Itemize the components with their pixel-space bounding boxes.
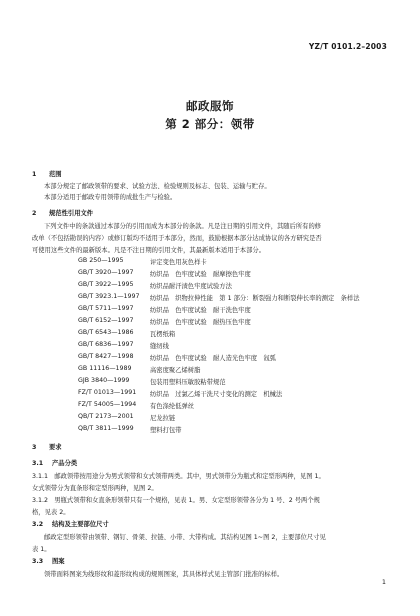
ref-code: GB 250—1995 <box>78 257 124 264</box>
ref-code: GB/T 6152—1997 <box>78 317 134 324</box>
ref-title: 缝纫线 <box>150 343 169 350</box>
ref-title: 纺织品 织物拉伸性能 第 1 部分：断裂强力和断裂伸长率的测定 条样法 <box>150 295 360 302</box>
ref-code: GB/T 3922—1995 <box>78 281 134 288</box>
ref-title: 有色涤纶低弹丝 <box>150 403 195 410</box>
ref-code: GB 11116—1989 <box>78 365 132 372</box>
clause-3-1-2-line: 3.1.2 男瓶式领带和女直条形领带只有一个规格，见表 1。男、女定型形领带各分为 1 号、2 号两个规 <box>32 497 320 504</box>
ref-title: 瓦楞纸箱 <box>150 331 176 338</box>
section-2-intro-line: 改单（不包括勘误的内容）或修订版均不适用于本部分，然而，鼓励根据本部分达成协议的各方研究是否 <box>32 235 322 242</box>
section-2-number: 2 <box>32 210 37 217</box>
ref-code: FZ/T 54005—1994 <box>78 401 137 408</box>
ref-title: 纺织品 色牢度试验 耐人造光色牢度 氙弧 <box>150 355 276 362</box>
ref-title: 高密度聚乙烯树脂 <box>150 367 201 374</box>
ref-title: 纺织品 色牢度试验 耐摩擦色牢度 <box>150 271 251 278</box>
document-title: 邮政服饰 <box>186 99 234 113</box>
ref-code: GB/T 3920—1997 <box>78 269 134 276</box>
section-2-intro-line: 可使用这些文件的最新版本。凡是不注日期的引用文件，其最新版本适用于本部分。 <box>32 247 265 254</box>
ref-code: QB/T 3811—1999 <box>78 425 134 432</box>
ref-code: GJB 3840—1999 <box>78 377 130 384</box>
standard-code: YZ/T 0101.2–2003 <box>308 42 387 51</box>
section-3-3-line: 领带面料图案为线形纹和菱形纹构成的规则图案，其具体样式见主管部门批准的标样。 <box>44 571 284 578</box>
ref-title: 塑料打包带 <box>150 427 182 434</box>
ref-title: 纺织品 色牢度试验 耐热压色牢度 <box>150 319 251 326</box>
clause-3-1-1-line: 3.1.1 邮政领带按用途分为男式领带和女式领带两类。其中，男式领带分为瓶式和定型形两种，见图 1。 <box>32 473 325 480</box>
section-3-3-number: 3.3 <box>32 558 44 565</box>
section-2-heading: 规范性引用文件 <box>49 210 94 217</box>
document-subtitle: 第 2 部分：领带 <box>165 117 255 131</box>
ref-code: FZ/T 01013—1991 <box>78 389 137 396</box>
section-3-1-heading: 产品分类 <box>52 460 78 467</box>
ref-title: 纺织品耐汗渍色牢度试验方法 <box>150 283 232 290</box>
ref-title: 尼龙拉链 <box>150 415 176 422</box>
section-1-line: 本部分规定了邮政领带的要求、试验方法、检验规则及标志、包装、运输与贮存。 <box>44 183 271 190</box>
ref-title: 评定变色用灰色样卡 <box>150 259 207 266</box>
clause-3-1-2-line: 格，见表 2。 <box>32 509 70 516</box>
ref-code: GB/T 6836—1997 <box>78 341 134 348</box>
ref-code: GB/T 6543—1986 <box>78 329 134 336</box>
ref-code: GB/T 8427—1998 <box>78 353 134 360</box>
page-number: 1 <box>381 578 386 586</box>
section-3-2-number: 3.2 <box>32 521 44 528</box>
section-3-2-line: 表 1。 <box>32 546 51 553</box>
section-3-2-line: 邮政定型形领带由领带、钢钉、骨架、拉链、小带、大带构成。其结构见图 1~图 2，主要部位尺寸见 <box>44 534 326 541</box>
ref-code: GB/T 5711—1997 <box>78 305 134 312</box>
ref-code: GB/T 3923.1—1997 <box>78 293 140 300</box>
ref-code: QB/T 2173—2001 <box>78 413 134 420</box>
ref-title: 纺织品 过氯乙烯干洗尺寸变化的测定 机械法 <box>150 391 283 398</box>
section-1-line: 本部分适用于邮政专用领带的成批生产与检验。 <box>44 194 177 201</box>
section-1-number: 1 <box>32 171 37 178</box>
section-3-2-heading: 结构及主要部位尺寸 <box>52 521 109 528</box>
section-3-3-heading: 图案 <box>52 558 65 565</box>
ref-title: 包装用塑料压敏胶粘带规范 <box>150 379 226 386</box>
clause-3-1-1-line: 女式领带分为直条形和定型形两种，见图 2。 <box>32 485 158 492</box>
section-3-1-number: 3.1 <box>32 460 44 467</box>
section-3-number: 3 <box>32 444 37 451</box>
ref-title: 纺织品 色牢度试验 耐干洗色牢度 <box>150 307 251 314</box>
section-1-heading: 范围 <box>49 171 62 178</box>
section-3-heading: 要求 <box>49 444 62 451</box>
section-2-intro-line: 下列文件中的条款通过本部分的引用而成为本部分的条款。凡是注日期的引用文件，其随后所有的修 <box>44 223 322 230</box>
